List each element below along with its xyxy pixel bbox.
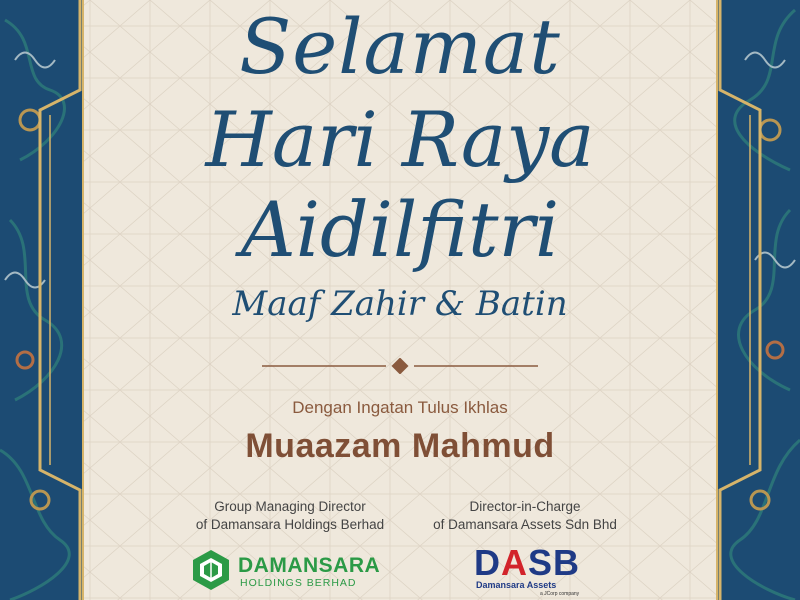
- role-left-line1: Group Managing Director: [214, 499, 366, 514]
- subtitle: Maaf Zahir & Batin: [232, 284, 568, 324]
- role-left: [170, 498, 410, 534]
- dasb-logo-name: DASB: [474, 542, 581, 583]
- role-right-line1: Director-in-Charge: [469, 499, 581, 514]
- role-right: [405, 498, 645, 534]
- diamond-divider-icon: [262, 358, 538, 374]
- dasb-logo: [470, 542, 580, 598]
- damansara-logo-sub: HOLDINGS BERHAD: [240, 577, 357, 589]
- damansara-hex-logo-icon: [190, 548, 232, 592]
- title-line-1: Selamat: [239, 2, 561, 91]
- greeting-text: Dengan Ingatan Tulus Ikhlas: [292, 398, 508, 417]
- damansara-holdings-logo: [190, 548, 380, 594]
- dasb-logo-sub: Damansara Assets: [476, 580, 557, 590]
- role-right-line2: of Damansara Assets Sdn Bhd: [433, 517, 617, 532]
- signer-name: Muaazam Mahmud: [245, 427, 555, 465]
- dasb-logo-tagline: a JCorp company: [540, 591, 580, 597]
- role-left-line2: of Damansara Holdings Berhad: [195, 517, 385, 532]
- title-line-3: Aidilfitri: [240, 185, 560, 274]
- damansara-logo-name: DAMANSARA: [238, 554, 381, 577]
- title-line-2: Hari Raya: [205, 95, 595, 184]
